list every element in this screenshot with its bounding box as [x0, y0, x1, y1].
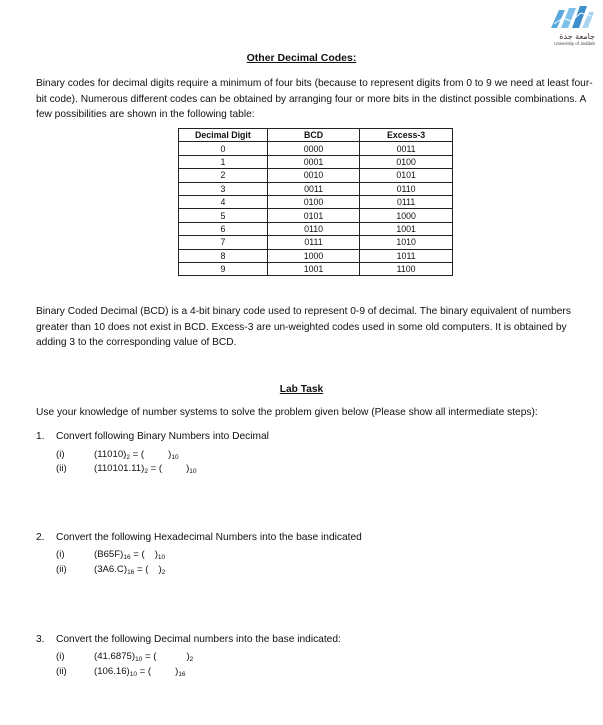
cell-bcd: 0000 [267, 142, 359, 155]
question-number: 1. [36, 431, 45, 442]
cell-excess-3: 0101 [360, 169, 453, 182]
header-decimal-digit: Decimal Digit [179, 129, 268, 142]
cell-bcd: 0100 [267, 195, 359, 208]
table-row [179, 155, 453, 168]
cell-decimal-digit: 9 [179, 262, 268, 275]
cell-excess-3: 1100 [360, 262, 453, 275]
decimal-codes-table [178, 128, 453, 276]
cell-bcd: 0010 [267, 169, 359, 182]
question-3 [36, 634, 341, 645]
cell-bcd: 0101 [267, 209, 359, 222]
university-logo [535, 4, 595, 50]
intro-paragraph: Binary codes for decimal digits require a minimum of four bits (because to represent digits from 0 to 9 we need at least four-bit code). Numerous different codes can be obtained by arranging four or more bits in the distinct possible combinations. A few possibilities are shown in the following table: [36, 78, 593, 120]
cell-bcd: 0001 [267, 155, 359, 168]
question-number: 3. [36, 634, 45, 645]
cell-bcd: 0011 [267, 182, 359, 195]
cell-bcd: 1001 [267, 262, 359, 275]
question-text: Convert following Binary Numbers into Decimal [56, 431, 269, 442]
table-row [179, 169, 453, 182]
item-roman: (i) [56, 549, 65, 560]
header-bcd: BCD [267, 129, 359, 142]
cell-decimal-digit: 5 [179, 209, 268, 222]
question-number: 2. [36, 532, 45, 543]
item-roman: (i) [56, 449, 65, 460]
table-row [179, 262, 453, 275]
cell-excess-3: 1010 [360, 236, 453, 249]
cell-excess-3: 0111 [360, 195, 453, 208]
section-title: Other Decimal Codes: [246, 52, 357, 64]
cell-decimal-digit: 6 [179, 222, 268, 235]
table-row [179, 195, 453, 208]
cell-excess-3: 1000 [360, 209, 453, 222]
university-logo-icon [549, 4, 595, 30]
cell-excess-3: 1001 [360, 222, 453, 235]
cell-bcd: 0111 [267, 236, 359, 249]
cell-excess-3: 1011 [360, 249, 453, 262]
cell-excess-3: 0100 [360, 155, 453, 168]
table-row [179, 142, 453, 155]
cell-excess-3: 0011 [360, 142, 453, 155]
cell-decimal-digit: 1 [179, 155, 268, 168]
bcd-paragraph: Binary Coded Decimal (BCD) is a 4-bit binary code used to represent 0-9 of decimal. The binary equivalent of numbers greater than 10 does not exist in BCD. Excess-3 are un-weighted codes used in some old computers. It is obtained by adding 3 to the corresponding value of BCD. [36, 306, 571, 348]
item-roman: (ii) [56, 463, 67, 474]
cell-decimal-digit: 7 [179, 236, 268, 249]
item-roman: (ii) [56, 564, 67, 575]
question-text: Convert the following Decimal numbers into the base indicated: [56, 634, 341, 645]
cell-bcd: 0110 [267, 222, 359, 235]
question-1 [36, 431, 269, 442]
logo-arabic-text: جامعة جدة [559, 32, 595, 41]
cell-decimal-digit: 4 [179, 195, 268, 208]
item-roman: (i) [56, 651, 65, 662]
cell-decimal-digit: 8 [179, 249, 268, 262]
header-excess-3: Excess-3 [360, 129, 453, 142]
cell-bcd: 1000 [267, 249, 359, 262]
cell-excess-3: 0110 [360, 182, 453, 195]
table-row [179, 209, 453, 222]
table-row [179, 236, 453, 249]
lab-task-heading: Lab Task [279, 384, 324, 395]
cell-decimal-digit: 0 [179, 142, 268, 155]
table-row [179, 182, 453, 195]
item-roman: (ii) [56, 666, 67, 677]
table-row [179, 222, 453, 235]
logo-english-text: University of Jeddah [554, 41, 595, 46]
table-header-row [179, 129, 453, 142]
cell-decimal-digit: 2 [179, 169, 268, 182]
question-text: Convert the following Hexadecimal Numbers into the base indicated [56, 532, 362, 543]
question-2 [36, 532, 362, 543]
table-row [179, 249, 453, 262]
cell-decimal-digit: 3 [179, 182, 268, 195]
lab-task-intro: Use your knowledge of number systems to solve the problem given below (Please show all intermediate steps): [36, 407, 538, 418]
